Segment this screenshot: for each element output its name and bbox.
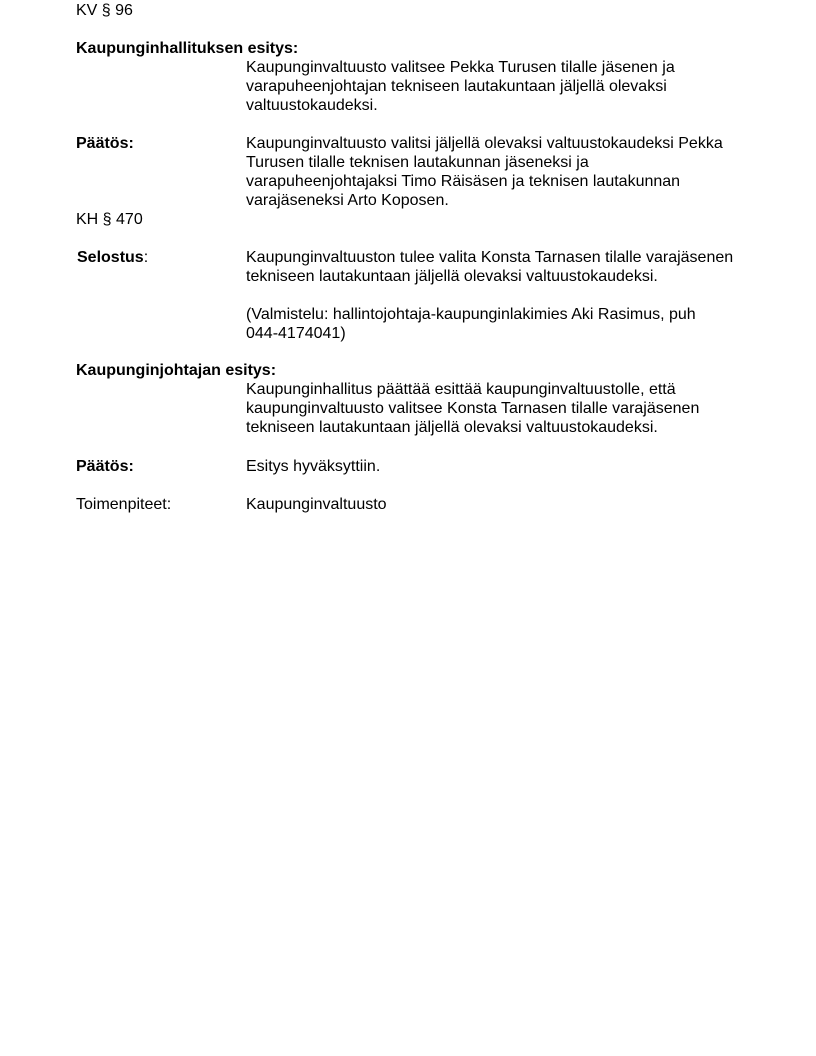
decision1-line: Turusen tilalle teknisen lautakunnan jäseneksi ja: [246, 154, 589, 171]
explanation-line: Kaupunginvaltuuston tulee valita Konsta Tarnasen tilalle varajäsenen: [246, 249, 734, 266]
mayor-proposal-line: tekniseen lautakuntaan jäljellä olevaksi valtuustokaudeksi.: [246, 419, 658, 436]
decision2-text: Esitys hyväksyttiin.: [246, 458, 381, 475]
decision1-label: Päätös:: [76, 135, 134, 152]
kh-proposal-line: Kaupunginvaltuusto valitsee Pekka Turusen tilalle jäsenen ja: [246, 59, 675, 76]
kh-proposal-line: varapuheenjohtajan tekniseen lautakuntaan jäljellä olevaksi: [246, 78, 667, 95]
kv-reference: KV § 96: [76, 2, 133, 19]
kh-proposal-text: [246, 58, 766, 115]
kh-proposal-label: Kaupunginhallituksen esitys:: [76, 40, 299, 57]
mayor-proposal-line: kaupunginvaltuusto valitsee Konsta Tarnasen tilalle varajäsenen: [246, 400, 700, 417]
decision1-line: varajäseneksi Arto Koposen.: [246, 192, 449, 209]
decision1-line: varapuheenjohtajaksi Timo Räisäsen ja teknisen lautakunnan: [246, 173, 681, 190]
decision1-text: [246, 134, 766, 210]
explanation-label: Selostus:: [77, 249, 149, 266]
actions-text: Kaupunginvaltuusto: [246, 496, 387, 513]
preparation-note: [246, 305, 766, 343]
explanation-line: tekniseen lautakuntaan jäljellä olevaksi valtuustokaudeksi.: [246, 268, 658, 285]
preparation-line: (Valmistelu: hallintojohtaja-kaupunginlakimies Aki Rasimus, puh: [246, 306, 696, 323]
decision1-line: Kaupunginvaltuusto valitsi jäljellä olevaksi valtuustokaudeksi Pekka: [246, 135, 723, 152]
mayor-proposal-text: [246, 380, 766, 437]
mayor-proposal-label: Kaupunginjohtajan esitys:: [76, 362, 277, 379]
mayor-proposal-line: Kaupunginhallitus päättää esittää kaupunginvaltuustolle, että: [246, 381, 676, 398]
preparation-line: 044-4174041): [246, 325, 346, 342]
kh-reference: KH § 470: [76, 211, 143, 228]
actions-label: Toimenpiteet:: [76, 496, 172, 513]
kh-proposal-line: valtuustokaudeksi.: [246, 97, 378, 114]
decision2-label: Päätös:: [76, 458, 134, 475]
explanation-text: [246, 248, 766, 286]
